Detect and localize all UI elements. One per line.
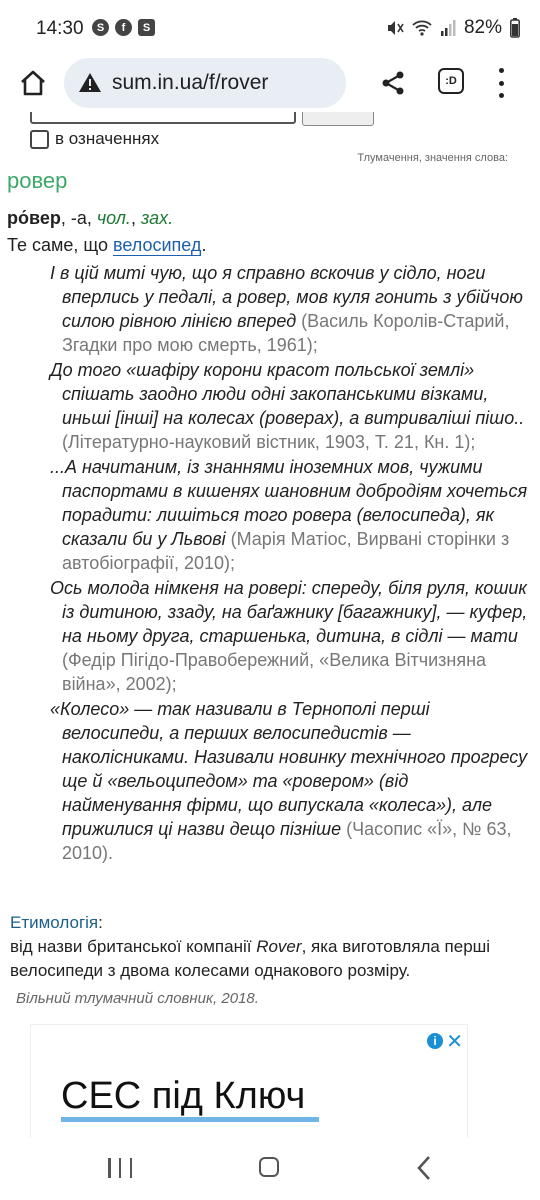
battery-percent: 82% xyxy=(463,17,502,38)
definition-link[interactable]: велосипед xyxy=(113,235,202,255)
battery-icon xyxy=(510,18,520,38)
headword: ро́вер xyxy=(7,208,61,228)
url-text[interactable]: sum.in.ua/f/rover xyxy=(112,71,269,94)
quote-item xyxy=(50,697,528,865)
definitions-checkbox[interactable] xyxy=(30,130,49,149)
tabs-button[interactable]: :D xyxy=(438,68,464,94)
navigation-bar xyxy=(0,1138,540,1200)
word-title: ровер xyxy=(7,168,68,193)
separator: , xyxy=(130,208,141,228)
app-s-icon: S xyxy=(138,19,155,36)
definition xyxy=(7,233,532,257)
hint-text: Тлумачення, значення слова: xyxy=(357,152,508,164)
etymology-title: Етимологія xyxy=(10,913,99,932)
etymology-text-1: від назви британської компанії xyxy=(10,937,257,956)
notification-icons xyxy=(92,19,155,36)
browser-toolbar xyxy=(0,56,540,112)
quotes-list xyxy=(50,261,528,866)
ad-info-icon[interactable]: i xyxy=(427,1033,443,1049)
mute-icon xyxy=(386,19,404,37)
share-icon[interactable] xyxy=(378,68,408,98)
facebook-icon: f xyxy=(115,19,132,36)
entry-headline xyxy=(7,206,532,230)
status-time: 14:30 xyxy=(36,18,84,39)
ad-title[interactable]: СЕС під Ключ xyxy=(61,1075,306,1117)
status-bar xyxy=(0,0,540,56)
quote-source: (Часопис «Ї», № 63, 2010). xyxy=(62,819,512,863)
checkbox-label: в означеннях xyxy=(55,129,160,148)
etymology-text-2: , яка виготовляла перші велосипеди з двома колесами однакового розміру. xyxy=(10,937,491,980)
ad-banner[interactable] xyxy=(30,1024,468,1138)
gram-region: зах. xyxy=(140,208,174,228)
word-forms: , -а, xyxy=(60,208,97,228)
quote-text: І в цій миті чую, що я справно вскочив у сідло, ноги вперлись у педалі, а ровер, мов куля гонить з убійчою силою рівною лінією вперед xyxy=(50,263,523,331)
ad-underline xyxy=(61,1117,319,1122)
signal-icon xyxy=(440,19,456,37)
status-right xyxy=(386,17,520,39)
warning-icon[interactable] xyxy=(78,71,102,95)
search-input[interactable] xyxy=(30,112,296,124)
address-bar[interactable] xyxy=(64,58,346,108)
quote-text: Ось молода німкеня на ровері: спереду, біля руля, кошик із дитиною, ззаду, на баґажнику [багажнику], — куфер, на ньому друга, старшенька, дитина, в сідлі — мати xyxy=(50,578,528,646)
recent-apps-icon[interactable] xyxy=(108,1158,132,1180)
search-button[interactable] xyxy=(302,112,374,126)
quote-source: (Літературно-науковий вістник, 1903, Т. 21, Кн. 1); xyxy=(62,432,476,452)
skype-icon: S xyxy=(92,19,109,36)
quote-item xyxy=(50,576,528,696)
definition-prefix: Те саме, що xyxy=(7,235,114,255)
quote-source: (Василь Королів-Старий, Згадки про мою смерть, 1961); xyxy=(62,311,510,355)
home-icon[interactable] xyxy=(18,68,48,98)
quote-text: ...А начитаним, із знаннями іноземних мов, чужими паспортами в кишенях шановним добродіям хочеться порадити: лишіться того ровера (велосипеда), як сказали би у Львові xyxy=(50,457,528,549)
quote-item xyxy=(50,358,528,454)
gram-gender: чол. xyxy=(96,208,131,228)
quote-item xyxy=(50,455,528,575)
etymology-colon: : xyxy=(98,913,103,932)
page-content xyxy=(0,112,540,1138)
quote-source: (Марія Матіос, Вирвані сторінки з автобіографії, 2010); xyxy=(62,529,510,573)
wifi-icon xyxy=(412,19,432,37)
dictionary-source: Вільний тлумачний словник, 2018. xyxy=(16,990,259,1007)
more-menu-icon[interactable] xyxy=(494,68,508,98)
etymology xyxy=(10,911,530,983)
definition-suffix: . xyxy=(201,235,207,255)
etymology-brand: Rover xyxy=(256,937,302,956)
ad-close-icon[interactable]: ✕ xyxy=(446,1031,463,1053)
quote-source: (Федір Пігідо-Правобережний, «Велика Вітчизняна війна», 2002); xyxy=(62,650,487,694)
quote-text: До того «шафіру корони красот польської землі» спішать заодно люди одні закопанськими візками, иньші [інші] на колесах (роверах), а витриваліші пішо.. xyxy=(50,360,525,428)
quote-text: «Колесо» — так називали в Тернополі перші велосипеди, а перших велосипедистів — наколісниками. Називали новинку технічного прогресу ще й «вельоципедом» та «ровером» (від найменування фірми, що випускала «колеса»), але прижилися ці назви дещо пізніше xyxy=(50,699,528,839)
quote-item xyxy=(50,261,528,357)
home-nav-icon[interactable] xyxy=(259,1157,279,1177)
back-icon[interactable] xyxy=(414,1154,434,1182)
